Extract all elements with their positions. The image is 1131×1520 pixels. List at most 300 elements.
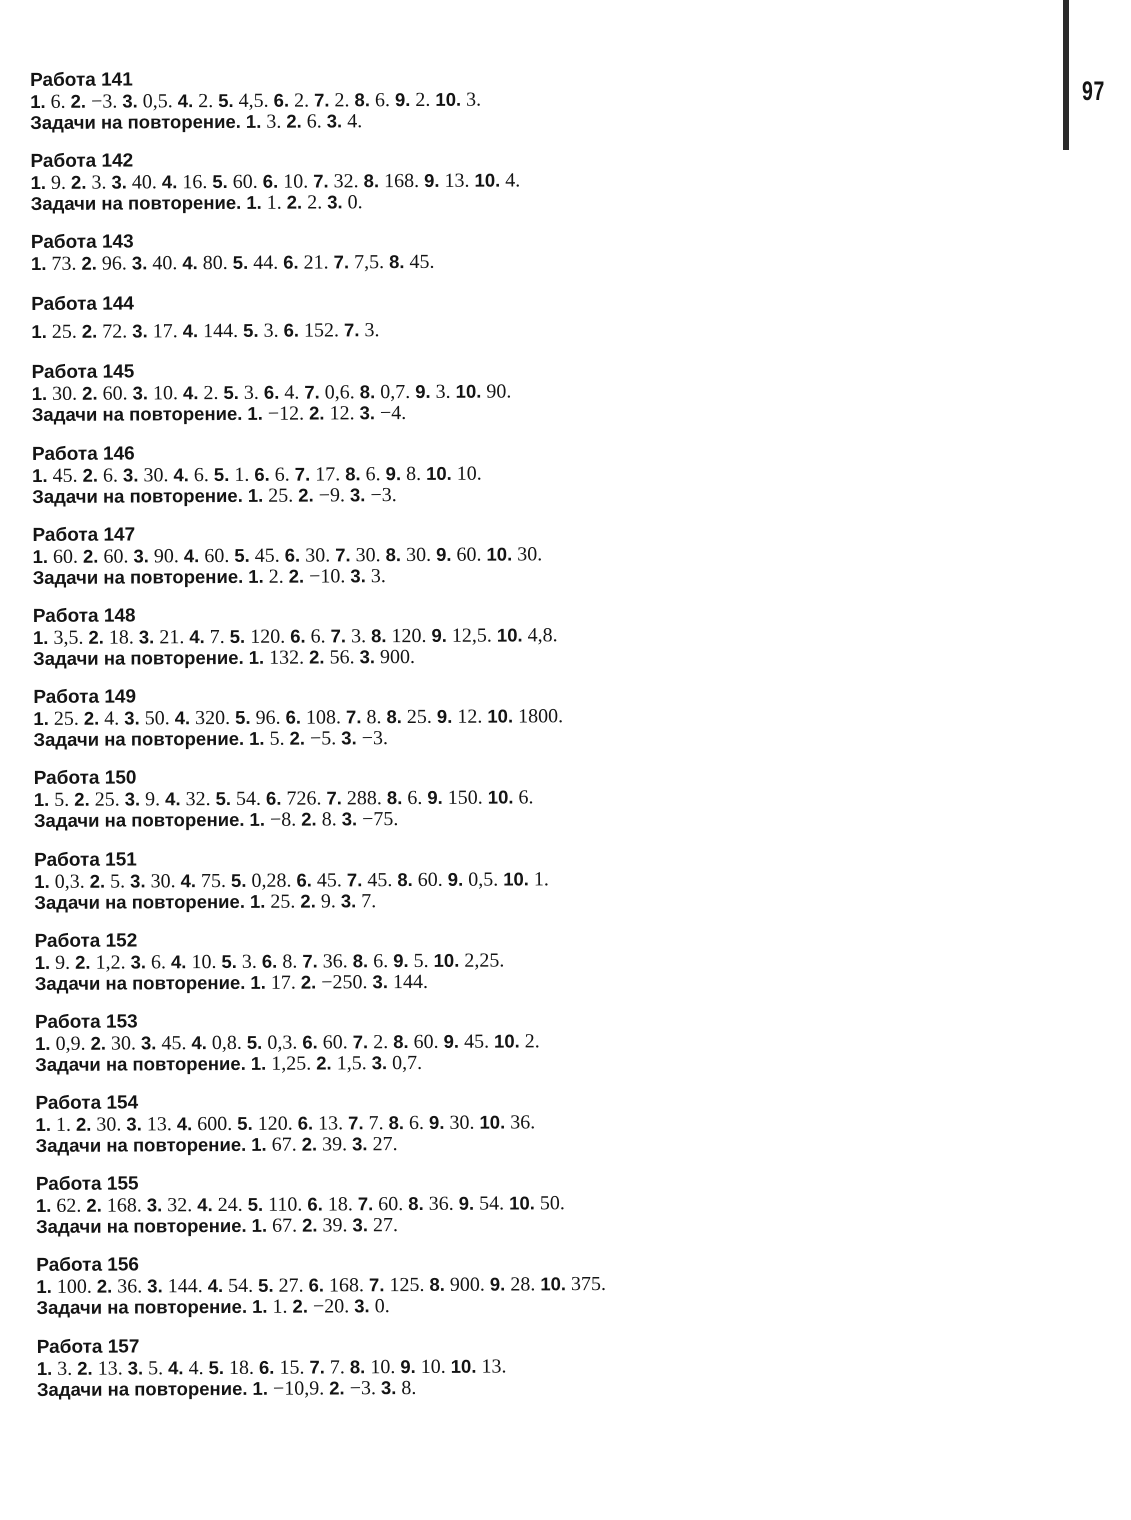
answer-value: −20. [312, 1295, 350, 1318]
answer-number: 2. [83, 707, 100, 729]
work-section [32, 519, 1042, 587]
answer-value: 60. [232, 170, 258, 194]
answer-value: 10. [370, 1355, 396, 1378]
answer-value: 3. [364, 319, 380, 342]
answer-value: 25. [94, 788, 120, 811]
answer-value: 110. [268, 1193, 303, 1217]
answer-value: 13. [146, 1113, 172, 1136]
answer-number: 2. [82, 545, 99, 567]
answer-number: 6. [308, 1274, 325, 1296]
answer-number: 3. [124, 788, 141, 810]
answer-value: 5. [413, 949, 429, 972]
answer-value: 108. [305, 706, 342, 729]
answer-number: 7. [346, 868, 363, 890]
review-label: Задачи на повторение. [33, 646, 244, 669]
work-title: Работа 144 [31, 293, 135, 316]
answer-value: 3. [243, 382, 259, 405]
answer-number: 2. [77, 1357, 93, 1379]
answer-value: 1,5. [336, 1052, 367, 1075]
answer-number: 3. [133, 545, 149, 567]
answer-value: 9. [320, 889, 336, 912]
answer-value: 1800. [517, 705, 564, 728]
answer-number: 7. [313, 170, 329, 192]
answer-number: 9. [385, 462, 402, 484]
answer-value: 6. [310, 625, 326, 648]
answer-value: 120. [391, 624, 427, 648]
answer-number: 6. [307, 1193, 323, 1215]
answer-value: 62. [56, 1194, 82, 1218]
answer-number: 2. [88, 626, 104, 648]
answer-number: 2. [75, 951, 91, 973]
answer-number: 4. [173, 463, 189, 485]
answer-value: 30. [52, 383, 78, 406]
review-line [37, 1373, 1047, 1399]
answer-number: 2. [70, 171, 87, 193]
answer-number: 1. [34, 951, 51, 973]
work-title: Работа 146 [31, 443, 135, 465]
answer-value: 30. [517, 543, 543, 566]
answer-value: 27. [372, 1214, 399, 1237]
answer-number: 3. [359, 646, 376, 668]
answer-number: 6. [285, 706, 302, 728]
answer-value: 0,9. [55, 1032, 86, 1055]
answer-number: 9. [435, 543, 452, 565]
answer-number: 8. [386, 787, 403, 809]
answer-number: 1. [36, 1357, 53, 1379]
answer-number: 5. [218, 89, 234, 112]
answer-number: 1. [33, 708, 49, 730]
work-title: Работа 145 [31, 361, 135, 384]
answer-value: 1,25. [271, 1052, 312, 1075]
answer-number: 10. [487, 786, 514, 808]
answer-value: 0,5. [142, 90, 173, 113]
answer-value: 32. [333, 170, 359, 193]
answer-value: 900. [379, 645, 416, 669]
answer-value: 32. [185, 788, 211, 811]
answer-value: 36. [428, 1193, 454, 1216]
answer-number: 7. [330, 625, 347, 647]
answer-value: 40. [131, 171, 157, 194]
answer-number: 8. [393, 1030, 409, 1052]
answer-number: 3. [131, 252, 148, 274]
answer-value: 4. [104, 707, 120, 730]
answer-number: 1. [35, 1195, 52, 1217]
answer-number: 6. [262, 170, 279, 192]
answer-value: 10. [152, 382, 179, 405]
answer-value: 5. [148, 1356, 164, 1380]
answer-value: −8. [269, 808, 297, 832]
work-title: Работа 157 [36, 1336, 140, 1358]
answer-value: 25. [53, 707, 79, 731]
answer-number: 7. [343, 319, 360, 341]
answer-value: 6. [150, 950, 167, 974]
answer-number: 8. [385, 543, 402, 565]
answer-number: 2. [75, 1113, 92, 1135]
answer-number: 1. [32, 464, 48, 486]
answer-number: 1. [249, 727, 265, 749]
answer-value: 3. [263, 320, 279, 343]
answer-value: 6. [50, 90, 66, 113]
answer-value: 2. [307, 191, 323, 214]
review-label: Задачи на повторение. [32, 565, 244, 588]
answer-value: 3. [370, 564, 386, 587]
answer-value: 144. [203, 320, 239, 343]
answer-number: 7. [294, 463, 311, 485]
answer-value: 6. [274, 463, 290, 486]
answer-value: 10. [283, 170, 309, 193]
answer-value: 1. [272, 1296, 288, 1319]
answer-number: 1. [248, 565, 264, 587]
answer-number: 6. [261, 950, 278, 972]
answer-value: 96. [255, 706, 281, 729]
answer-value: 45. [409, 251, 435, 274]
answer-number: 1. [30, 90, 46, 112]
answer-number: 6. [265, 788, 282, 810]
work-section [36, 1169, 1046, 1237]
answer-number: 5. [229, 625, 246, 647]
answer-number: 8. [359, 381, 376, 403]
answer-number: 1. [245, 110, 262, 132]
answer-value: 30. [96, 1113, 122, 1136]
answer-number: 5. [237, 1112, 253, 1134]
answer-number: 1. [30, 172, 47, 194]
work-title: Работа 153 [34, 1011, 138, 1033]
answer-number: 10. [450, 1355, 477, 1377]
answer-value: 21. [159, 626, 185, 649]
answer-number: 3. [354, 1295, 370, 1317]
answer-number: 5. [223, 382, 239, 404]
answer-value: 25. [268, 484, 294, 507]
review-label: Задачи на повторение. [36, 1377, 248, 1400]
answer-number: 6. [258, 1356, 275, 1378]
answer-number: 7. [368, 1274, 385, 1296]
answer-number: 4. [174, 707, 191, 729]
answer-number: 2. [286, 110, 302, 132]
answer-value: 0,3. [54, 870, 85, 893]
answer-number: 10. [479, 1111, 506, 1133]
work-section [37, 1331, 1047, 1399]
answer-number: 1. [35, 1113, 52, 1136]
answer-value: −10,9. [272, 1377, 325, 1400]
answer-value: 375. [570, 1273, 607, 1296]
answer-number: 5. [208, 1356, 225, 1378]
answer-value: 45. [367, 868, 393, 891]
answer-number: 7. [302, 950, 318, 972]
answer-value: 96. [101, 252, 127, 276]
review-line [36, 1130, 1046, 1156]
answer-number: 7. [314, 89, 330, 111]
answer-value: 1. [533, 867, 549, 890]
answer-value: 2. [268, 565, 284, 588]
review-label: Задачи на повторение. [34, 890, 246, 913]
answer-value: 7,5. [354, 251, 385, 274]
answer-value: 7. [329, 1355, 345, 1379]
answer-number: 6. [273, 89, 290, 111]
answer-number: 2. [300, 971, 317, 993]
answer-value: 0,3. [267, 1031, 298, 1054]
answer-number: 9. [431, 624, 447, 646]
work-section [32, 357, 1042, 425]
answer-number: 3. [111, 171, 127, 193]
answer-number: 5. [234, 544, 250, 566]
answer-number: 5. [258, 1275, 274, 1297]
answer-number: 1. [251, 1215, 268, 1237]
answer-number: 2. [301, 808, 317, 830]
answer-value: 9. [145, 788, 161, 811]
answer-value: 1. [266, 191, 282, 214]
answer-number: 8. [354, 89, 370, 111]
answer-value: 13. [97, 1357, 123, 1380]
answer-value: 13. [481, 1355, 507, 1378]
answer-number: 2. [309, 646, 325, 668]
review-line [31, 188, 1041, 214]
answer-number: 1. [249, 890, 266, 912]
work-section [34, 844, 1044, 912]
answer-value: 120. [250, 625, 286, 648]
answer-value: 125. [389, 1274, 425, 1297]
answer-value: 8. [321, 808, 337, 831]
answer-value: 56. [329, 646, 355, 669]
answer-number: 8. [408, 1193, 424, 1215]
answer-number: 2. [82, 464, 99, 486]
review-line [33, 724, 1043, 750]
answer-number: 7. [352, 1031, 369, 1053]
answer-number: 5. [213, 463, 230, 485]
answer-number: 1. [32, 545, 49, 567]
review-label: Задачи на повторение. [36, 1296, 248, 1319]
answer-value: 45. [161, 1032, 187, 1055]
answer-number: 3. [340, 889, 357, 911]
answer-value: 0,7. [392, 1051, 423, 1074]
answer-value: 17. [315, 462, 341, 486]
answer-value: 2. [334, 89, 350, 112]
answer-number: 4. [197, 1194, 213, 1216]
answer-number: 2. [90, 1032, 107, 1054]
answer-value: 7. [361, 889, 377, 912]
answer-number: 9. [415, 381, 431, 403]
answer-value: 3. [466, 88, 482, 111]
answer-number: 4. [165, 788, 181, 810]
review-label: Задачи на повторение. [33, 728, 245, 751]
answer-value: 50. [539, 1192, 565, 1215]
answer-value: 12. [457, 705, 483, 728]
answer-value: −3. [361, 727, 389, 750]
answer-number: 2. [316, 1052, 332, 1074]
answer-value: 39. [322, 1133, 348, 1156]
answer-number: 2. [289, 727, 306, 749]
answer-number: 7. [335, 544, 351, 566]
answer-value: 3. [266, 110, 282, 133]
answer-value: 60. [102, 382, 128, 405]
answer-number: 2. [301, 1133, 318, 1155]
answer-number: 7. [309, 1356, 325, 1378]
answer-number: 1. [31, 321, 47, 343]
work-title: Работа 151 [34, 848, 137, 871]
answer-number: 3. [126, 1113, 142, 1135]
review-label: Задачи на повторение. [30, 192, 242, 215]
work-title: Работа 154 [35, 1092, 139, 1115]
answer-number: 10. [493, 1030, 520, 1052]
answer-value: −4. [379, 402, 407, 425]
answer-number: 3. [327, 191, 343, 213]
review-label: Задачи на повторение. [31, 403, 243, 426]
answer-value: 3. [241, 950, 257, 973]
answer-value: 144. [392, 970, 429, 993]
answer-number: 8. [349, 1355, 366, 1377]
answer-value: 45. [463, 1030, 490, 1053]
answer-value: 30. [110, 1032, 137, 1055]
answer-number: 1. [250, 971, 266, 993]
answer-value: 44. [253, 252, 279, 275]
work-section [32, 438, 1042, 506]
answer-number: 8. [345, 462, 361, 484]
answer-number: 7. [326, 787, 342, 809]
answer-value: 25. [270, 890, 296, 913]
answer-number: 9. [458, 1192, 475, 1215]
answer-value: 25. [51, 321, 77, 344]
answer-number: 1. [35, 1032, 51, 1054]
answer-number: 4. [189, 626, 205, 648]
answer-number: 9. [427, 787, 443, 809]
answer-value: 320. [195, 707, 231, 730]
answer-value: 150. [447, 786, 483, 810]
page-number: 97 [1082, 76, 1106, 106]
answer-number: 1. [32, 626, 49, 648]
answer-number: 5. [243, 320, 259, 342]
answer-value: 5. [54, 789, 70, 812]
answer-number: 3. [138, 626, 155, 648]
answer-number: 3. [130, 951, 147, 973]
review-line [34, 805, 1044, 831]
answer-value: 25. [406, 706, 432, 729]
answer-value: 2. [294, 89, 310, 112]
work-title: Работа 149 [33, 686, 137, 709]
answer-value: 1. [55, 1113, 72, 1136]
answer-value: 10. [456, 462, 482, 485]
answer-value: −10. [309, 565, 346, 588]
review-label: Задачи на повторение. [35, 1052, 246, 1075]
answer-number: 2. [81, 253, 97, 275]
answer-value: 0,7. [380, 381, 411, 404]
answer-number: 5. [212, 171, 228, 193]
answer-number: 1. [36, 1276, 52, 1298]
answer-value: 21. [303, 251, 329, 274]
answer-value: 30. [150, 869, 176, 892]
work-title: Работа 150 [33, 767, 137, 790]
answer-value: 90. [153, 544, 179, 568]
answer-number: 4. [161, 171, 178, 193]
answer-value: 3. [91, 171, 107, 194]
answer-value: 4. [284, 381, 300, 405]
answer-value: 60. [52, 545, 79, 568]
answer-value: 90. [486, 380, 512, 403]
answer-value: 6. [373, 949, 389, 972]
answer-number: 6. [263, 382, 280, 404]
answer-number: 3. [124, 707, 140, 729]
answer-value: 27. [372, 1133, 398, 1156]
work-title: Работа 155 [35, 1173, 139, 1196]
answer-number: 8. [389, 251, 405, 273]
answer-value: 67. [272, 1214, 298, 1237]
answer-value: 15. [279, 1356, 305, 1379]
review-line [32, 480, 1042, 506]
answer-number: 4. [182, 320, 199, 342]
answer-number: 3. [147, 1275, 163, 1297]
answer-number: 4. [168, 1356, 184, 1378]
answer-number: 2. [286, 191, 303, 213]
answer-value: 30. [143, 463, 169, 486]
answer-number: 1. [34, 870, 50, 892]
answer-value: 3. [57, 1357, 73, 1380]
answer-number: 10. [487, 705, 514, 727]
answer-value: 36. [117, 1275, 143, 1298]
answer-number: 2. [288, 565, 305, 587]
answer-number: 1. [33, 789, 50, 811]
answer-value: 72. [102, 320, 128, 344]
page-margin-rule [1063, 0, 1069, 150]
work-title: Работа 141 [30, 69, 133, 91]
answers-line [31, 248, 1041, 274]
answer-value: 6. [365, 462, 381, 485]
answer-value: 54. [479, 1192, 505, 1215]
answer-value: −12. [267, 402, 305, 426]
answer-number: 7. [357, 1193, 374, 1215]
answer-value: 60. [322, 1031, 348, 1054]
answer-number: 1. [248, 646, 265, 668]
answer-value: 144. [167, 1275, 203, 1298]
answer-value: 0,28. [251, 869, 292, 892]
answer-number: 6. [302, 1031, 318, 1053]
answer-number: 3. [349, 483, 366, 505]
answer-value: 168. [106, 1194, 142, 1217]
answer-number: 10. [496, 624, 523, 646]
answer-number: 2. [74, 789, 90, 811]
answer-number: 3. [359, 402, 376, 424]
review-line [32, 399, 1042, 425]
answer-value: 45. [52, 464, 78, 487]
answer-number: 5. [235, 706, 251, 729]
work-section [33, 682, 1043, 750]
answer-value: 13. [444, 169, 470, 193]
answer-number: 5. [247, 1194, 264, 1216]
answer-value: 36. [510, 1111, 536, 1134]
answer-value: 60. [204, 544, 230, 567]
answer-value: 2. [203, 382, 219, 405]
answer-value: 12,5. [451, 624, 492, 647]
answer-number: 10. [425, 462, 452, 484]
answer-value: 45. [316, 868, 342, 892]
answer-value: −9. [318, 483, 346, 507]
answer-value: 80. [202, 252, 228, 275]
answer-value: 40. [152, 252, 178, 275]
answer-value: 73. [51, 253, 77, 276]
answer-list [30, 65, 1047, 1418]
answer-value: 60. [417, 868, 443, 891]
answer-number: 9. [436, 705, 453, 728]
answer-number: 7. [304, 381, 320, 403]
answer-number: 1. [250, 1052, 267, 1074]
answer-value: −3. [349, 1376, 376, 1399]
answer-number: 6. [254, 463, 270, 485]
answer-value: 10. [420, 1355, 446, 1378]
answer-number: 4. [182, 382, 199, 404]
answer-value: 30. [355, 543, 381, 567]
answer-number: 4. [180, 869, 197, 891]
answer-value: 900. [449, 1274, 485, 1297]
answer-value: 3. [435, 381, 451, 404]
answer-number: 1. [31, 383, 48, 405]
review-line [30, 107, 1040, 133]
